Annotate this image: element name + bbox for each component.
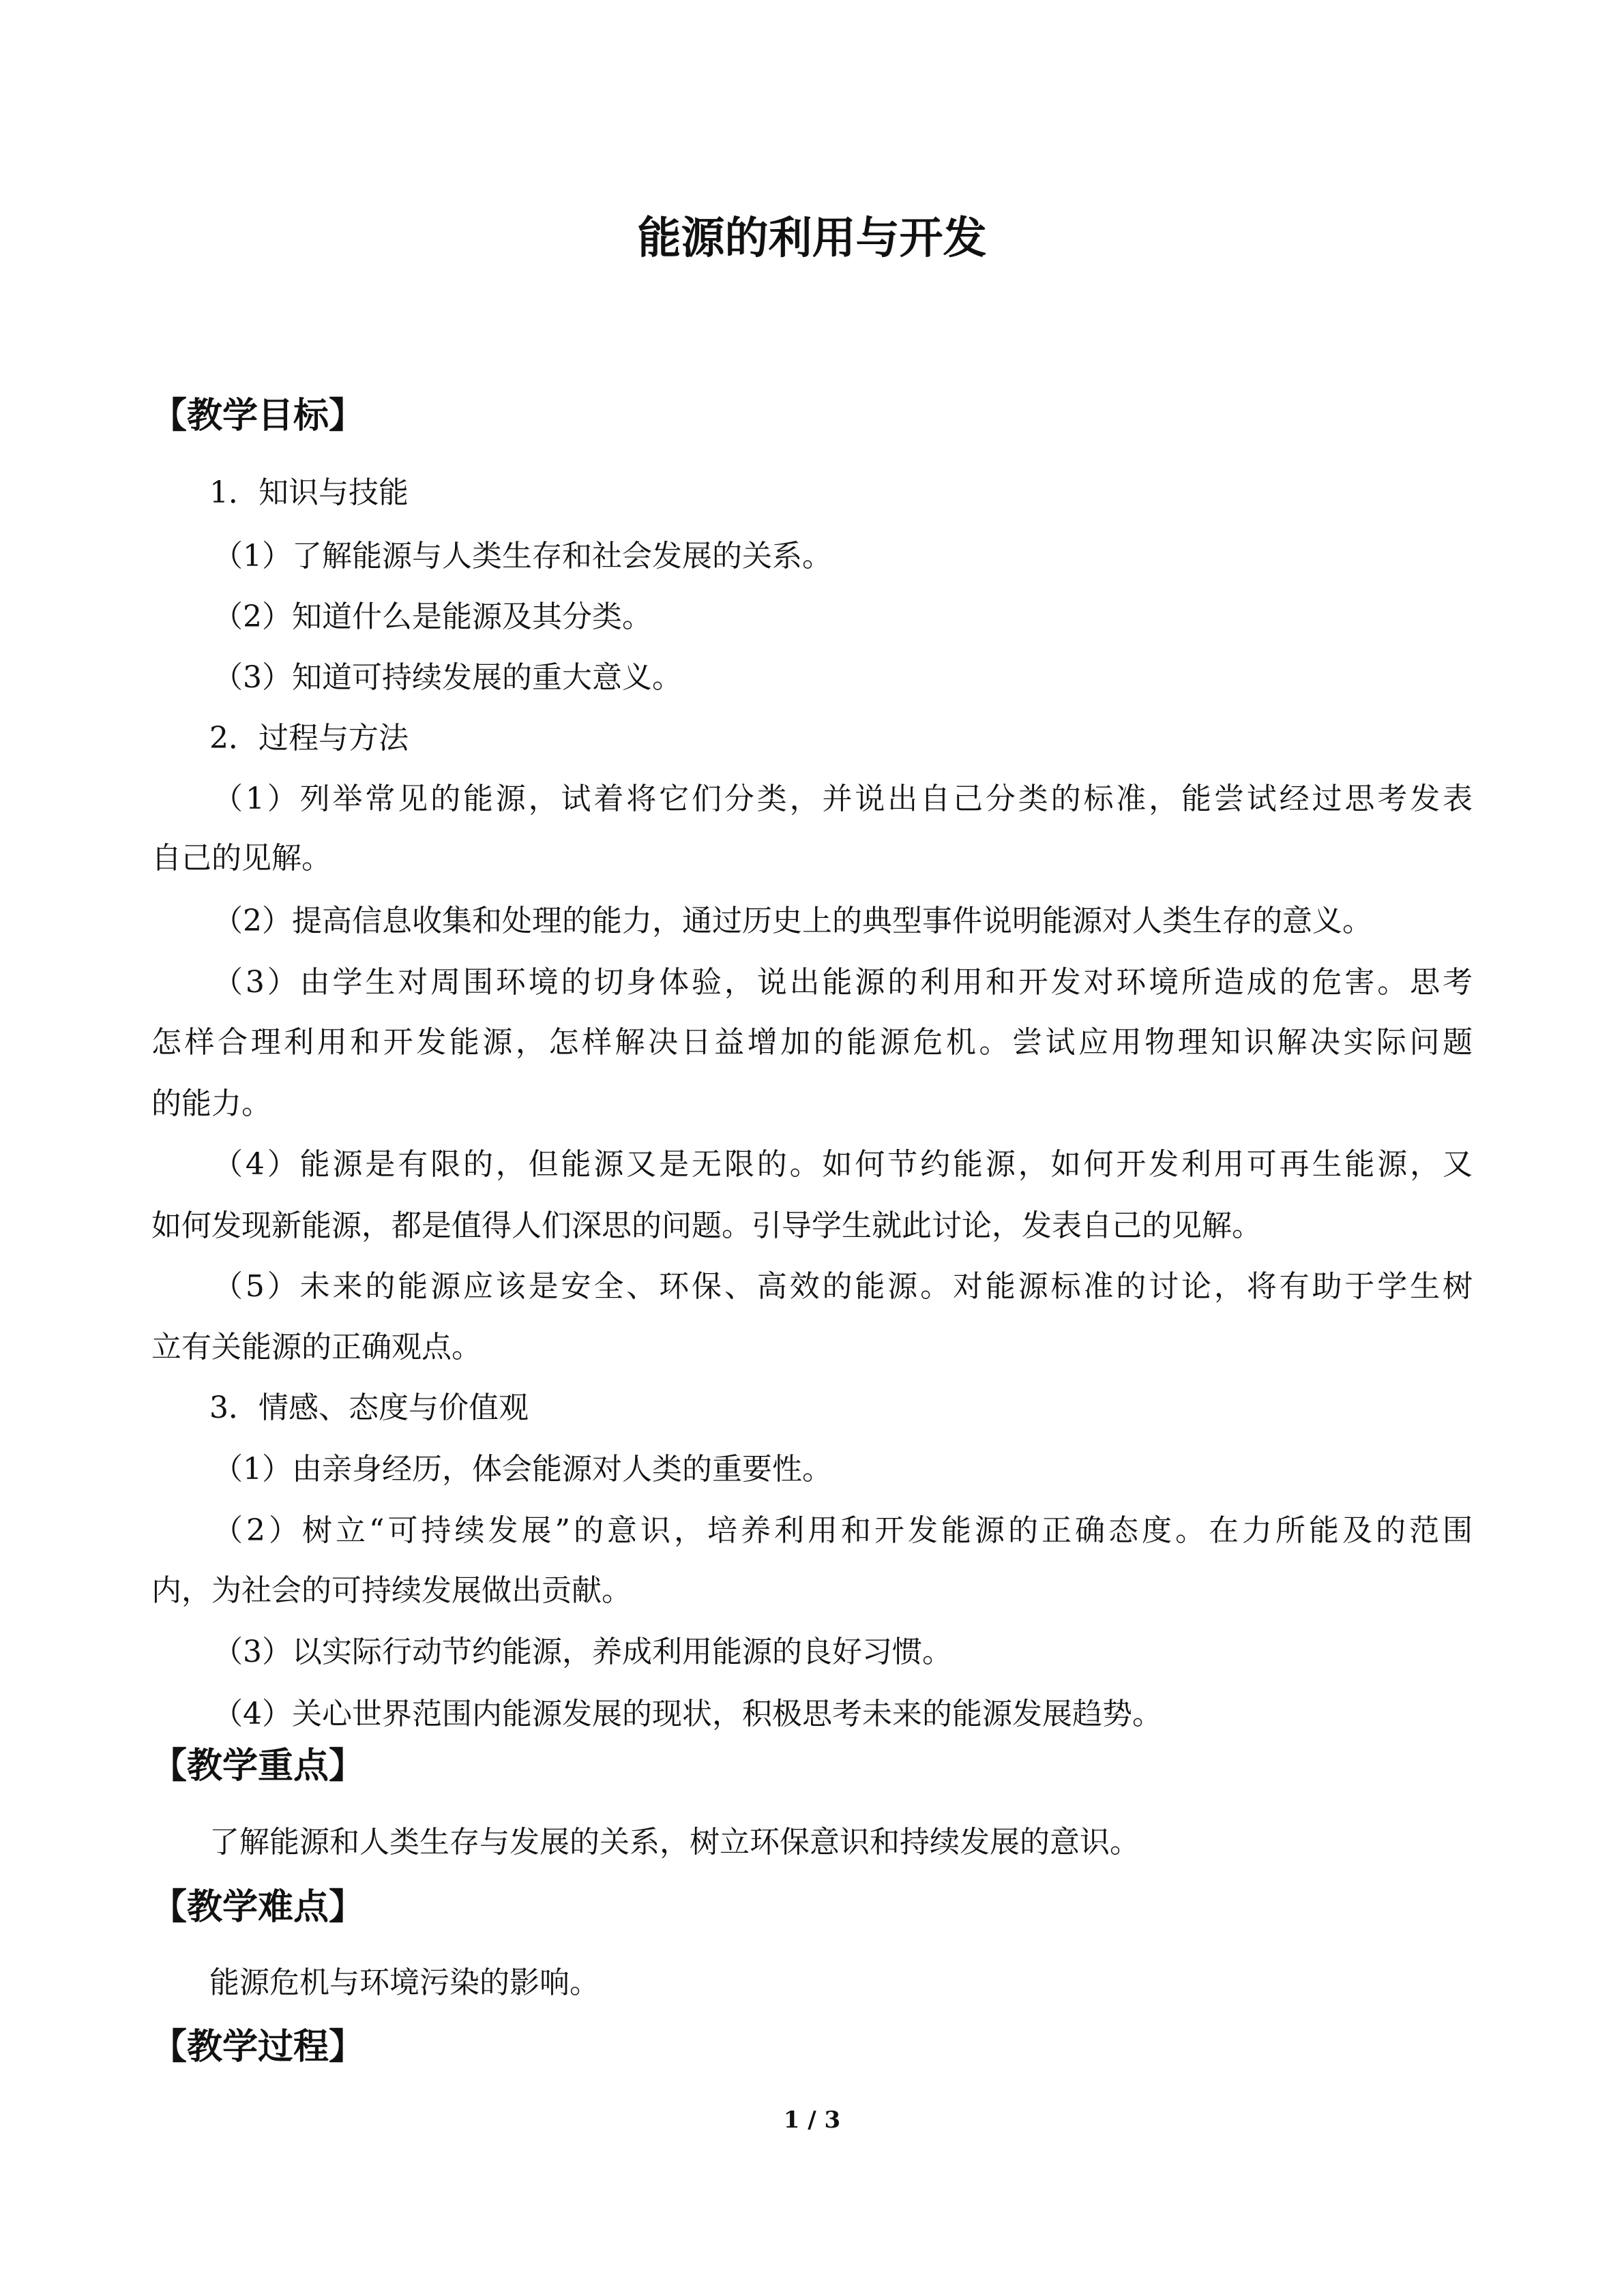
objective-line: （3）知道可持续发展的重大意义。 — [213, 660, 682, 695]
objective-line: （2）知道什么是能源及其分类。 — [213, 599, 652, 634]
objective-subheading-knowledge: 1．知识与技能 — [209, 475, 409, 510]
objective-line: （5）未来的能源应该是安全、环保、高效的能源。对能源标准的讨论，将有助于学生树 — [213, 1269, 1473, 1304]
objective-subheading-attitude: 3．情感、态度与价值观 — [209, 1390, 529, 1425]
objective-line: 的能力。 — [151, 1086, 271, 1121]
key-points-text: 了解能源和人类生存与发展的关系，树立环保意识和持续发展的意识。 — [209, 1825, 1140, 1860]
objective-line: 立有关能源的正确观点。 — [151, 1330, 482, 1365]
objective-line: （2）提高信息收集和处理的能力，通过历史上的典型事件说明能源对人类生存的意义。 — [213, 904, 1372, 938]
objective-line: （4）关心世界范围内能源发展的现状，积极思考未来的能源发展趋势。 — [213, 1697, 1162, 1731]
objective-line: 如何发现新能源，都是值得人们深思的问题。引导学生就此讨论，发表自己的见解。 — [151, 1208, 1262, 1243]
page-title: 能源的利用与开发 — [637, 213, 987, 264]
objective-line: 怎样合理利用和开发能源，怎样解决日益增加的能源危机。尝试应用物理知识解决实际问题 — [151, 1025, 1473, 1060]
page-number: 1 / 3 — [783, 2106, 841, 2134]
section-heading-key-points: 【教学重点】 — [151, 1746, 365, 1787]
section-heading-objectives: 【教学目标】 — [151, 396, 365, 436]
difficulties-text: 能源危机与环境污染的影响。 — [209, 1965, 600, 2000]
objective-line: 自己的见解。 — [151, 841, 331, 876]
objective-line: （3）由学生对周围环境的切身体验，说出能源的利用和开发对环境所造成的危害。思考 — [213, 965, 1473, 1000]
section-heading-process: 【教学过程】 — [151, 2027, 365, 2068]
objective-line: （1）由亲身经历，体会能源对人类的重要性。 — [213, 1452, 832, 1487]
section-heading-difficulties: 【教学难点】 — [151, 1887, 365, 1928]
objective-line: （3）以实际行动节约能源，养成利用能源的良好习惯。 — [213, 1635, 952, 1669]
objective-line: （1）了解能源与人类生存和社会发展的关系。 — [213, 539, 832, 573]
objective-subheading-process: 2．过程与方法 — [209, 721, 409, 756]
objective-line: （2）树立“可持续发展”的意识，培养利用和开发能源的正确态度。在力所能及的范围 — [213, 1513, 1473, 1548]
objective-line: （1）列举常见的能源，试着将它们分类，并说出自己分类的标准，能尝试经过思考发表 — [213, 781, 1473, 816]
objective-line: （4）能源是有限的，但能源又是无限的。如何节约能源，如何开发利用可再生能源，又 — [213, 1147, 1473, 1182]
objective-line: 内，为社会的可持续发展做出贡献。 — [151, 1573, 632, 1608]
